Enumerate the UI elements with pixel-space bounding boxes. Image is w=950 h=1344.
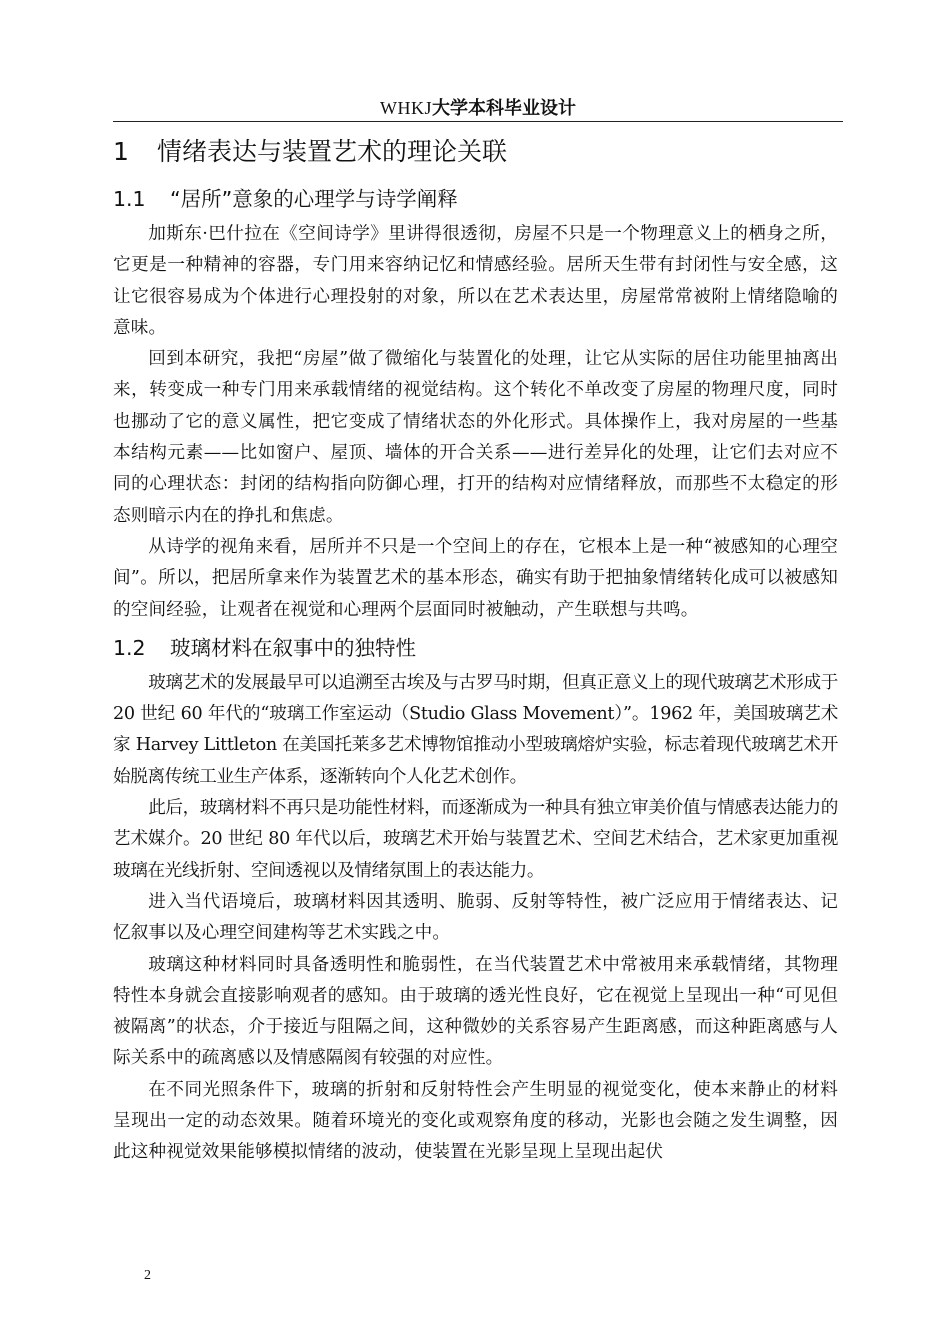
body-paragraph: 回到本研究，我把“房屋”做了微缩化与装置化的处理，让它从实际的居住功能里抽离出来，转变成一种专门用来承载情绪的视觉结构。这个转化不单改变了房屋的物理尺度，同时也挪动了它的意义属性，把它变成了情绪状态的外化形式。具体操作上，我对房屋的一些基本结构元素——比如窗户、屋顶、墙体的开合关系——进行差异化的处理，让它们去对应不同的心理状态：封闭的结构指向防御心理，打开的结构对应情绪释放，而那些不太稳定的形态则暗示内在的挣扎和焦虑。: [113, 349, 838, 526]
section-number: 1.2: [113, 635, 146, 660]
body-paragraph: 玻璃这种材料同时具备透明性和脆弱性，在当代装置艺术中常被用来承载情绪，其物理特性本身就会直接影响观者的感知。由于玻璃的透光性良好，它在视觉上呈现出一种“可见但被隔离”的状态，介于接近与阻隔之间，这种微妙的关系容易产生距离感，而这种距离感与人际关系中的疏离感以及情感隔阂有较强的对应性。: [113, 954, 838, 1069]
section-1-1: [113, 180, 838, 626]
page-number: 2: [144, 1268, 151, 1283]
section-title: 玻璃材料在叙事中的独特性: [170, 635, 416, 660]
section-1-2: [113, 629, 838, 1169]
body-paragraph: 玻璃艺术的发展最早可以追溯至古埃及与古罗马时期，但真正意义上的现代玻璃艺术形成于 20 世纪 60 年代的“玻璃工作室运动（Studio Glass Movement）”。1962 年，美国玻璃艺术家 Harvey Littleton 在美国托莱多艺术博物馆推动小型玻璃熔炉实验，标志着现代玻璃艺术开始脱离传统工业生产体系，逐渐转向个人化艺术创作。: [113, 672, 838, 787]
page-body: [113, 130, 838, 1169]
header-latin-text: WHKJ: [380, 98, 432, 118]
section-heading: [113, 180, 838, 218]
section-number: 1.1: [113, 187, 146, 211]
section-heading: [113, 629, 838, 667]
body-paragraph: 从诗学的视角来看，居所并不只是一个空间上的存在，它根本上是一种“被感知的心理空间”。所以，把居所拿来作为装置艺术的基本形态，确实有助于把抽象情绪转化成可以被感知的空间经验，让观者在视觉和心理两个层面同时被触动，产生联想与共鸣。: [113, 536, 838, 620]
body-paragraph: 加斯东·巴什拉在《空间诗学》里讲得很透彻，房屋不只是一个物理意义上的栖身之所，它更是一种精神的容器，专门用来容纳记忆和情感经验。居所天生带有封闭性与安全感，这让它很容易成为个体进行心理投射的对象，所以在艺术表达里，房屋常常被附上情绪隐喻的意味。: [113, 224, 838, 338]
chapter-title: 情绪表达与装置艺术的理论关联: [157, 137, 508, 166]
chapter-number: 1: [113, 137, 129, 166]
section-title: “居所”意象的心理学与诗学阐释: [170, 187, 458, 211]
body-paragraph: 进入当代语境后，玻璃材料因其透明、脆弱、反射等特性，被广泛应用于情绪表达、记忆叙事以及心理空间建构等艺术实践之中。: [113, 891, 838, 944]
body-paragraph: 此后，玻璃材料不再只是功能性材料，而逐渐成为一种具有独立审美价值与情感表达能力的艺术媒介。20 世纪 80 年代以后，玻璃艺术开始与装置艺术、空间艺术结合，艺术家更加重视玻璃在光线折射、空间透视以及情绪氛围上的表达能力。: [113, 798, 838, 881]
chapter-heading: [113, 130, 838, 174]
body-paragraph: 在不同光照条件下，玻璃的折射和反射特性会产生明显的视觉变化，使本来静止的材料呈现出一定的动态效果。随着环境光的变化或观察角度的移动，光影也会随之发生调整，因此这种视觉效果能够模拟情绪的波动，使装置在光影呈现上呈现出起伏: [113, 1079, 838, 1163]
running-header: [113, 95, 843, 122]
header-title-text: 大学本科毕业设计: [432, 98, 576, 119]
